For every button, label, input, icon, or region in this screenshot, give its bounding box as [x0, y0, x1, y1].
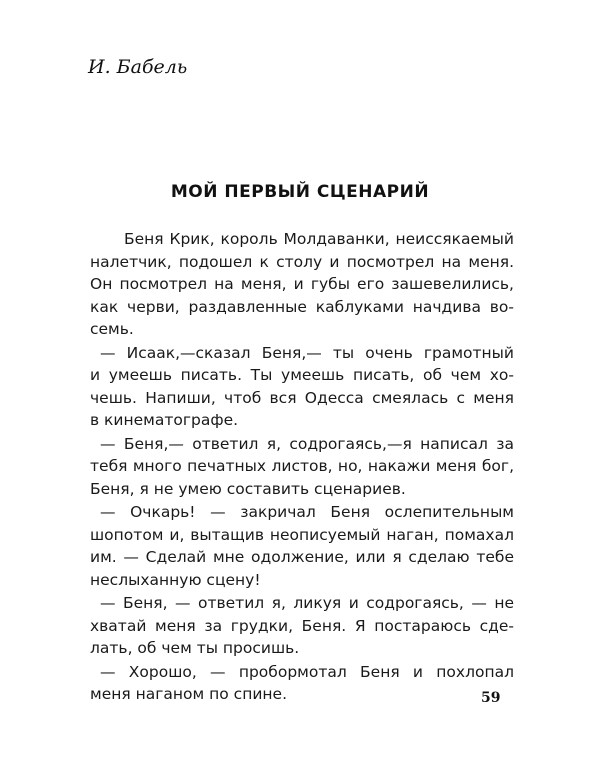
text-line: хватай меня за грудки, Беня. Я постараюсь сде- — [90, 616, 514, 635]
paragraph — [90, 661, 514, 706]
text-line: налетчик, подошел к столу и посмотрел на меня. — [90, 252, 514, 271]
text-line: семь. — [90, 320, 134, 338]
paragraph — [90, 592, 514, 660]
paragraph — [90, 228, 514, 341]
paragraph — [90, 342, 514, 432]
paragraph — [90, 501, 514, 591]
text-line: Он посмотрел на меня, и губы его зашевелились, — [90, 275, 514, 293]
text-line: неслыханную сцену! — [90, 570, 261, 589]
story-body — [90, 228, 514, 707]
text-line: тебя много печатных листов, но, накажи меня бог, — [90, 457, 514, 475]
text-line: — Исаак,—сказал Беня,— ты очень грамотный — [100, 343, 514, 362]
text-line: — Беня,— ответил я, содрогаясь,—я написал за — [100, 434, 514, 453]
text-line: Беня, я не умею составить сценариев. — [90, 479, 406, 498]
text-line: — Беня, — ответил я, ликуя и содрогаясь, — не — [100, 594, 514, 612]
text-line: — Очкарь! — закричал Беня ослепительным — [100, 503, 514, 521]
text-line: лать, об чем ты просишь. — [90, 639, 300, 657]
text-line: — Хорошо, — пробормотал Беня и похлопал — [100, 662, 514, 681]
text-line: чешь. Напиши, чтоб вся Одесса смеялась с меня — [90, 388, 514, 407]
text-line: и умеешь писать. Ты умеешь писать, об чем хо- — [90, 366, 514, 384]
text-line: в кинематографе. — [90, 411, 239, 429]
story-title: МОЙ ПЕРВЫЙ СЦЕНАРИЙ — [170, 182, 430, 202]
running-header-author: И. Бабель — [88, 56, 188, 78]
text-line: как черви, раздавленные каблуками начдива во- — [90, 297, 514, 316]
page-number: 59 — [481, 690, 501, 706]
text-line: им. — Сделай мне одолжение, или я сделаю тебе — [90, 548, 514, 566]
text-line: меня наганом по спине. — [90, 685, 287, 703]
paragraph — [90, 433, 514, 501]
text-line: Беня Крик, король Молдаванки, неиссякаемый — [124, 230, 514, 248]
text-line: шопотом и, вытащив неописуемый наган, помахал — [90, 525, 514, 544]
